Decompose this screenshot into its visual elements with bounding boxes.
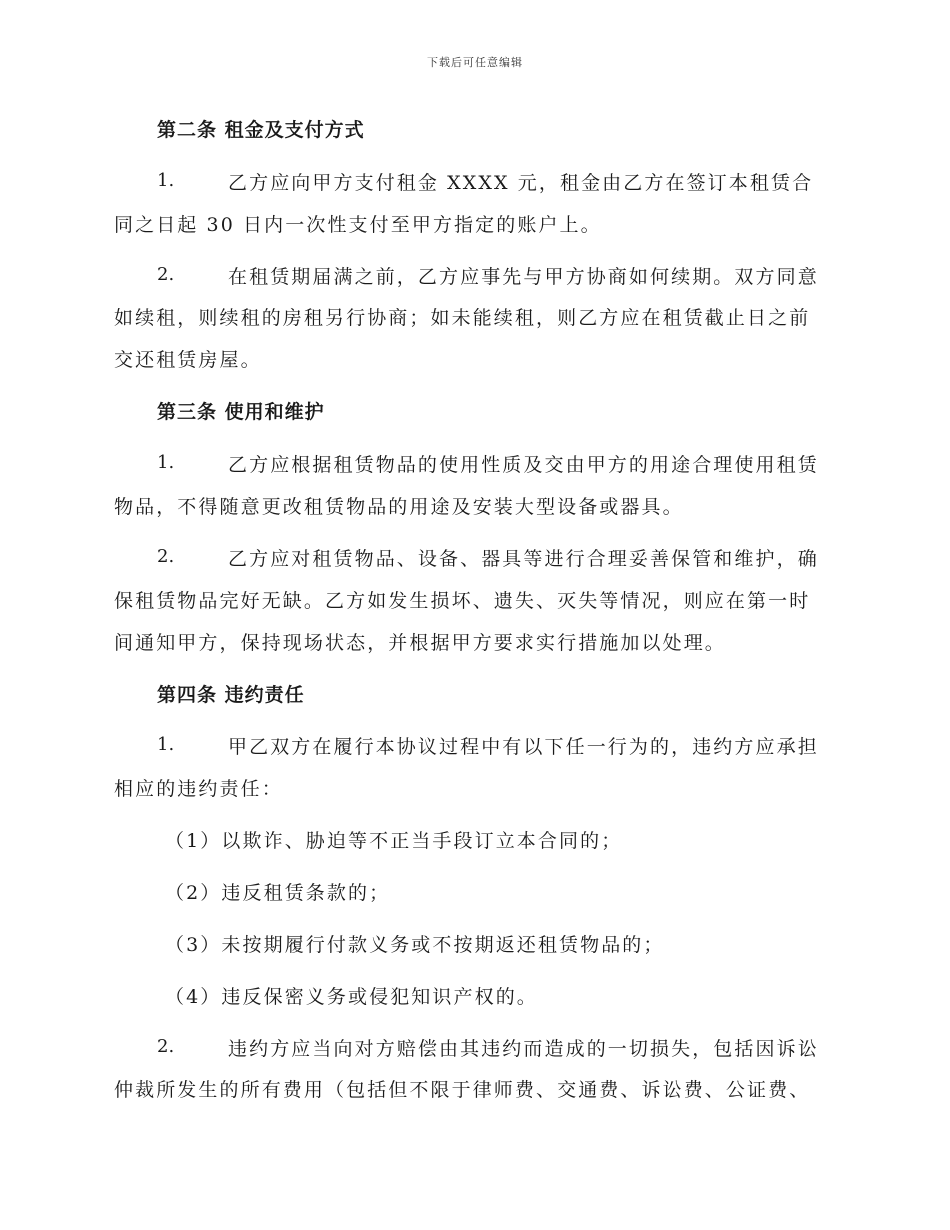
article-2-item-1-line-2: 同之日起 30 日内一次性支付至甲方指定的账户上。 [114,214,602,236]
article-3-item-2-line-3: 间通知甲方，保持现场状态，并根据甲方要求实行措施加以处理。 [114,632,726,654]
article-2-item-2-line-2: 如续租，则续租的房租另行协商；如未能续租，则乙方应在租赁截止日之前 [114,307,811,329]
article-4-heading: 第四条 违约责任 [157,684,305,706]
article-4-item-2-number: 2. [157,1036,175,1057]
violation-list-item: （2）违反租赁条款的； [165,882,391,904]
article-2-item-1-number: 1. [157,170,175,191]
article-2-item-2-number: 2. [157,264,175,285]
article-2-item-2-line-1: 在租赁期届满之前，乙方应事先与甲方协商如何续期。双方同意 [228,266,819,288]
article-2-item-1-line-1: 乙方应向甲方支付租金 XXXX 元，租金由乙方在签订本租赁合 [228,172,814,194]
violation-list-item: （3）未按期履行付款义务或不按期返还租赁物品的； [165,934,665,956]
article-4-item-1-line-2: 相应的违约责任： [114,778,283,800]
article-2-heading: 第二条 租金及支付方式 [157,119,365,141]
header-note: 下载后可任意编辑 [427,56,523,69]
article-3-item-1-line-2: 物品，不得随意更改租赁物品的用途及安装大型设备或器具。 [114,496,684,518]
article-4-item-2-line-2: 仲裁所发生的所有费用（包括但不限于律师费、交通费、诉讼费、公证费、 [114,1079,811,1101]
violation-list-item: （4）违反保密义务或侵犯知识产权的。 [165,986,538,1008]
article-3-heading: 第三条 使用和维护 [157,401,325,423]
article-4-item-2-line-1: 违约方应当向对方赔偿由其违约而造成的一切损失，包括因诉讼 [228,1038,819,1060]
article-4-item-1-line-1: 甲乙双方在履行本协议过程中有以下任一行为的，违约方应承担 [228,736,819,758]
article-3-item-1-number: 1. [157,452,175,473]
article-4-item-1-number: 1. [157,734,175,755]
violation-list-item: （1）以欺诈、胁迫等不正当手段订立本合同的； [165,830,623,852]
article-3-item-2-number: 2. [157,546,175,567]
article-3-item-2-line-2: 保租赁物品完好无缺。乙方如发生损坏、遗失、灭失等情况，则应在第一时 [114,590,811,612]
article-3-item-1-line-1: 乙方应根据租赁物品的使用性质及交由甲方的用途合理使用租赁 [228,454,819,476]
article-2-item-2-line-3: 交还租赁房屋。 [114,349,262,371]
article-3-item-2-line-1: 乙方应对租赁物品、设备、器具等进行合理妥善保管和维护，确 [228,548,819,570]
